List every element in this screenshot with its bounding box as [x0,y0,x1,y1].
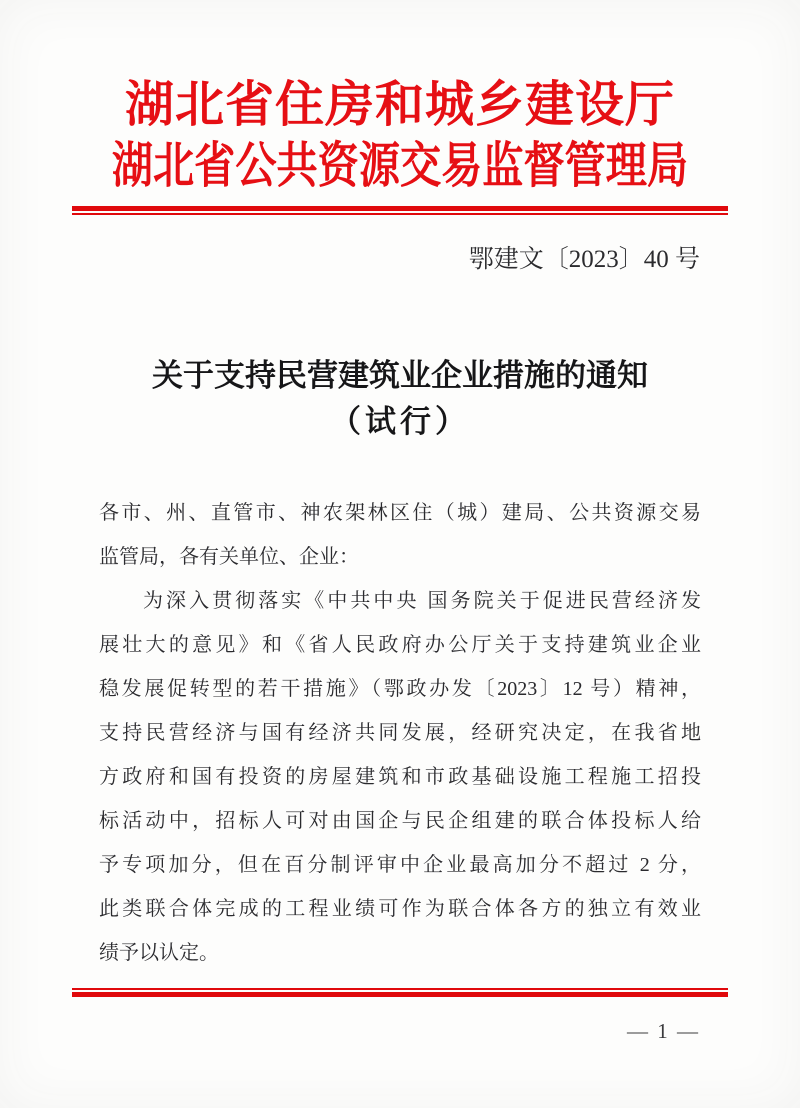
document-title [0,353,800,445]
issuing-org-line1: 湖北省住房和城乡建设厅 [124,77,675,132]
divider-thin-line [72,988,728,990]
body-line: 展壮大的意见》和《省人民政府办公厅关于支持建筑业企业 [99,634,701,656]
footer-divider [72,988,728,997]
body-line: 方政府和国有投资的房屋建筑和市政基础设施工程施工招投 [99,766,701,788]
body-line: 监管局，各有关单位、企业： [99,546,359,568]
divider-thick-line [72,992,728,997]
body-line: 支持民营经济与国有经济共同发展，经研究决定，在我省地 [99,722,701,744]
body-line: 绩予以认定。 [99,942,219,964]
body-line: 予专项加分，但在百分制评审中企业最高加分不超过 2 分， [99,854,701,876]
document-title-line2: （试行） [330,404,470,439]
document-body [99,491,701,975]
divider-thick-line [72,206,728,211]
document-title-line1: 关于支持民营建筑业企业措施的通知 [152,358,648,393]
body-line: 此类联合体完成的工程业绩可作为联合体各方的独立有效业 [99,898,701,920]
issuing-org-line2: 湖北省公共资源交易监督管理局 [111,138,689,193]
letterhead [0,74,800,215]
document-number: 鄂建文〔2023〕40 号 [468,246,700,273]
body-line: 为深入贯彻落实《中共中央 国务院关于促进民营经济发 [143,590,701,612]
page-number: — 1 — [627,1019,700,1043]
letterhead-divider [72,206,728,215]
divider-thin-line [72,213,728,215]
body-line: 标活动中，招标人可对由国企与民企组建的联合体投标人给 [99,810,701,832]
body-line: 各市、州、直管市、神农架林区住（城）建局、公共资源交易 [99,502,701,524]
body-line: 稳发展促转型的若干措施》（鄂政办发〔2023〕12 号）精神， [99,678,701,700]
